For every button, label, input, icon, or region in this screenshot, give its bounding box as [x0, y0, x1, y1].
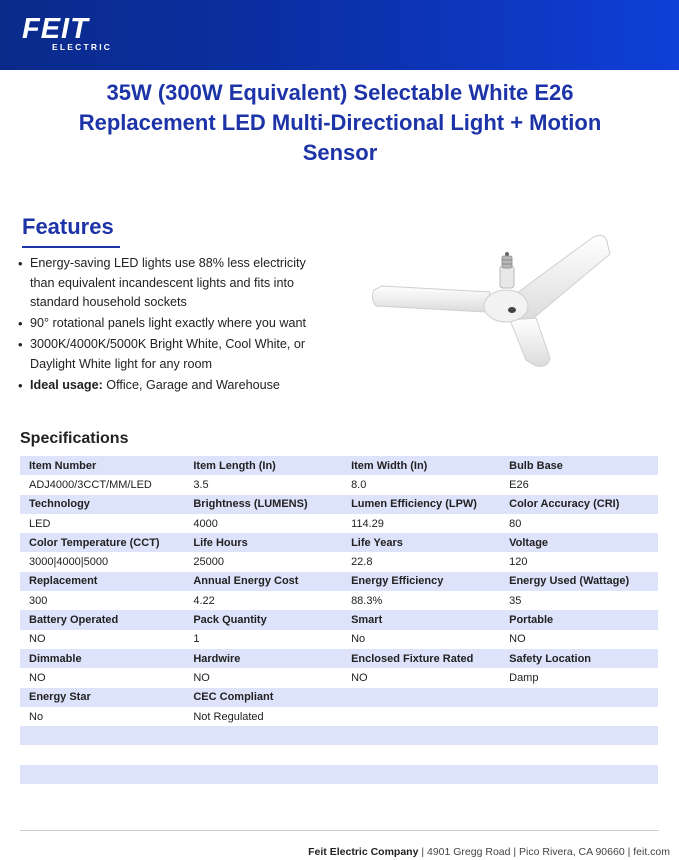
- spec-header-row: [20, 533, 658, 552]
- spec-label: Pack Quantity: [184, 610, 342, 629]
- features-heading: Features: [22, 214, 114, 239]
- spec-value-row: [20, 707, 658, 726]
- spec-header-row: [20, 495, 658, 514]
- spec-label: Hardwire: [184, 649, 342, 668]
- features-list: [18, 254, 318, 397]
- feature-item: [18, 376, 318, 396]
- specifications-table: [20, 456, 658, 784]
- spec-empty-row: [20, 765, 658, 784]
- e26-base-icon: [500, 252, 514, 288]
- spec-value: NO: [20, 668, 184, 687]
- spec-label: Item Number: [20, 456, 184, 475]
- feature-text: 90° rotational panels light exactly where you want: [30, 316, 306, 330]
- spec-label: Annual Energy Cost: [184, 572, 342, 591]
- spec-label: Energy Used (Wattage): [500, 572, 658, 591]
- footer: [20, 846, 670, 858]
- spec-value: 3000|4000|5000: [20, 552, 184, 571]
- spec-label: [500, 688, 658, 707]
- spec-value-row: [20, 552, 658, 571]
- spec-value-row: [20, 630, 658, 649]
- spec-label: [342, 688, 500, 707]
- spec-value-row: [20, 668, 658, 687]
- spec-value: No: [20, 707, 184, 726]
- spec-label: Energy Efficiency: [342, 572, 500, 591]
- spec-label: Technology: [20, 495, 184, 514]
- spec-value: 3.5: [184, 475, 342, 494]
- center-hub: [484, 290, 528, 322]
- spec-value: 35: [500, 591, 658, 610]
- light-panel-left: [372, 286, 490, 312]
- feature-text: Office, Garage and Warehouse: [102, 377, 280, 392]
- spec-value: [342, 707, 500, 726]
- feature-bold-label: Ideal usage:: [30, 377, 103, 392]
- spec-label: Portable: [500, 610, 658, 629]
- footer-company: Feit Electric Company: [308, 846, 419, 858]
- spec-label: Bulb Base: [500, 456, 658, 475]
- spec-value: 22.8: [342, 552, 500, 571]
- spec-header-row: [20, 688, 658, 707]
- spec-value: 8.0: [342, 475, 500, 494]
- spec-label: Enclosed Fixture Rated: [342, 649, 500, 668]
- item-number-link[interactable]: ADJ4000/3CCT/MM/LED: [20, 475, 184, 494]
- spec-label: Life Hours: [184, 533, 342, 552]
- logo-wordmark: FEIT: [22, 13, 89, 45]
- feature-item: [18, 314, 318, 334]
- product-title-line-3: Sensor: [302, 140, 378, 165]
- spec-value: LED: [20, 514, 184, 533]
- spec-header-row: [20, 610, 658, 629]
- spec-value: [500, 707, 658, 726]
- spec-value: 4.22: [184, 591, 342, 610]
- spec-value: No: [342, 630, 500, 649]
- spec-label: Item Length (In): [184, 456, 342, 475]
- spec-header-row: [20, 456, 658, 475]
- spec-label: Color Accuracy (CRI): [500, 495, 658, 514]
- feature-text: Energy-saving LED lights use 88% less electricity than equivalent incandescent lights and fits into standard household sockets: [30, 256, 306, 309]
- spec-label: Safety Location: [500, 649, 658, 668]
- spec-label: Lumen Efficiency (LPW): [342, 495, 500, 514]
- spec-value: Damp: [500, 668, 658, 687]
- logo-subtext: ELECTRIC: [52, 42, 113, 52]
- spec-value: NO: [500, 630, 658, 649]
- spec-header-row: [20, 572, 658, 591]
- specifications-heading: Specifications: [20, 430, 129, 447]
- spec-value: E26: [500, 475, 658, 494]
- spec-value: Not Regulated: [184, 707, 342, 726]
- product-title-line-1: 35W (300W Equivalent) Selectable White E26: [106, 80, 574, 105]
- spec-value: NO: [184, 668, 342, 687]
- features-underline: [22, 246, 120, 248]
- spec-value: 120: [500, 552, 658, 571]
- spec-value: NO: [20, 630, 184, 649]
- spec-label: Brightness (LUMENS): [184, 495, 342, 514]
- spec-label: Voltage: [500, 533, 658, 552]
- spec-label: Item Width (In): [342, 456, 500, 475]
- spec-value-row: [20, 591, 658, 610]
- spec-label: Dimmable: [20, 649, 184, 668]
- spec-value: 114.29: [342, 514, 500, 533]
- spec-value: 88.3%: [342, 591, 500, 610]
- feature-item: [18, 335, 318, 374]
- footer-website-link[interactable]: feit.com: [633, 846, 670, 858]
- product-title-line-2: Replacement LED Multi-Directional Light + Motion: [78, 110, 602, 135]
- spec-value: 4000: [184, 514, 342, 533]
- spec-empty-row: [20, 745, 658, 764]
- spec-value: 1: [184, 630, 342, 649]
- spec-label: Life Years: [342, 533, 500, 552]
- spec-empty-row: [20, 726, 658, 745]
- spec-label: Color Temperature (CCT): [20, 533, 184, 552]
- spec-header-row: [20, 649, 658, 668]
- spec-value: 300: [20, 591, 184, 610]
- spec-label: Battery Operated: [20, 610, 184, 629]
- feit-electric-logo[interactable]: [22, 14, 132, 54]
- feature-item: [18, 254, 318, 313]
- spec-value-row: [20, 514, 658, 533]
- spec-value: 80: [500, 514, 658, 533]
- spec-value: 25000: [184, 552, 342, 571]
- spec-label: Replacement: [20, 572, 184, 591]
- feature-text: 3000K/4000K/5000K Bright White, Cool White, or Daylight White light for any room: [30, 337, 306, 371]
- spec-label: CEC Compliant: [184, 688, 342, 707]
- product-image: [360, 220, 630, 380]
- footer-address: | 4901 Gregg Road | Pico Rivera, CA 90660 |: [418, 846, 634, 858]
- spec-label: Smart: [342, 610, 500, 629]
- light-panel-bottom: [510, 318, 550, 366]
- brand-header: [0, 0, 679, 70]
- product-title: [40, 78, 640, 168]
- spec-label: Energy Star: [20, 688, 184, 707]
- spec-value-row: [20, 475, 658, 494]
- spec-value: NO: [342, 668, 500, 687]
- footer-divider: [20, 830, 659, 831]
